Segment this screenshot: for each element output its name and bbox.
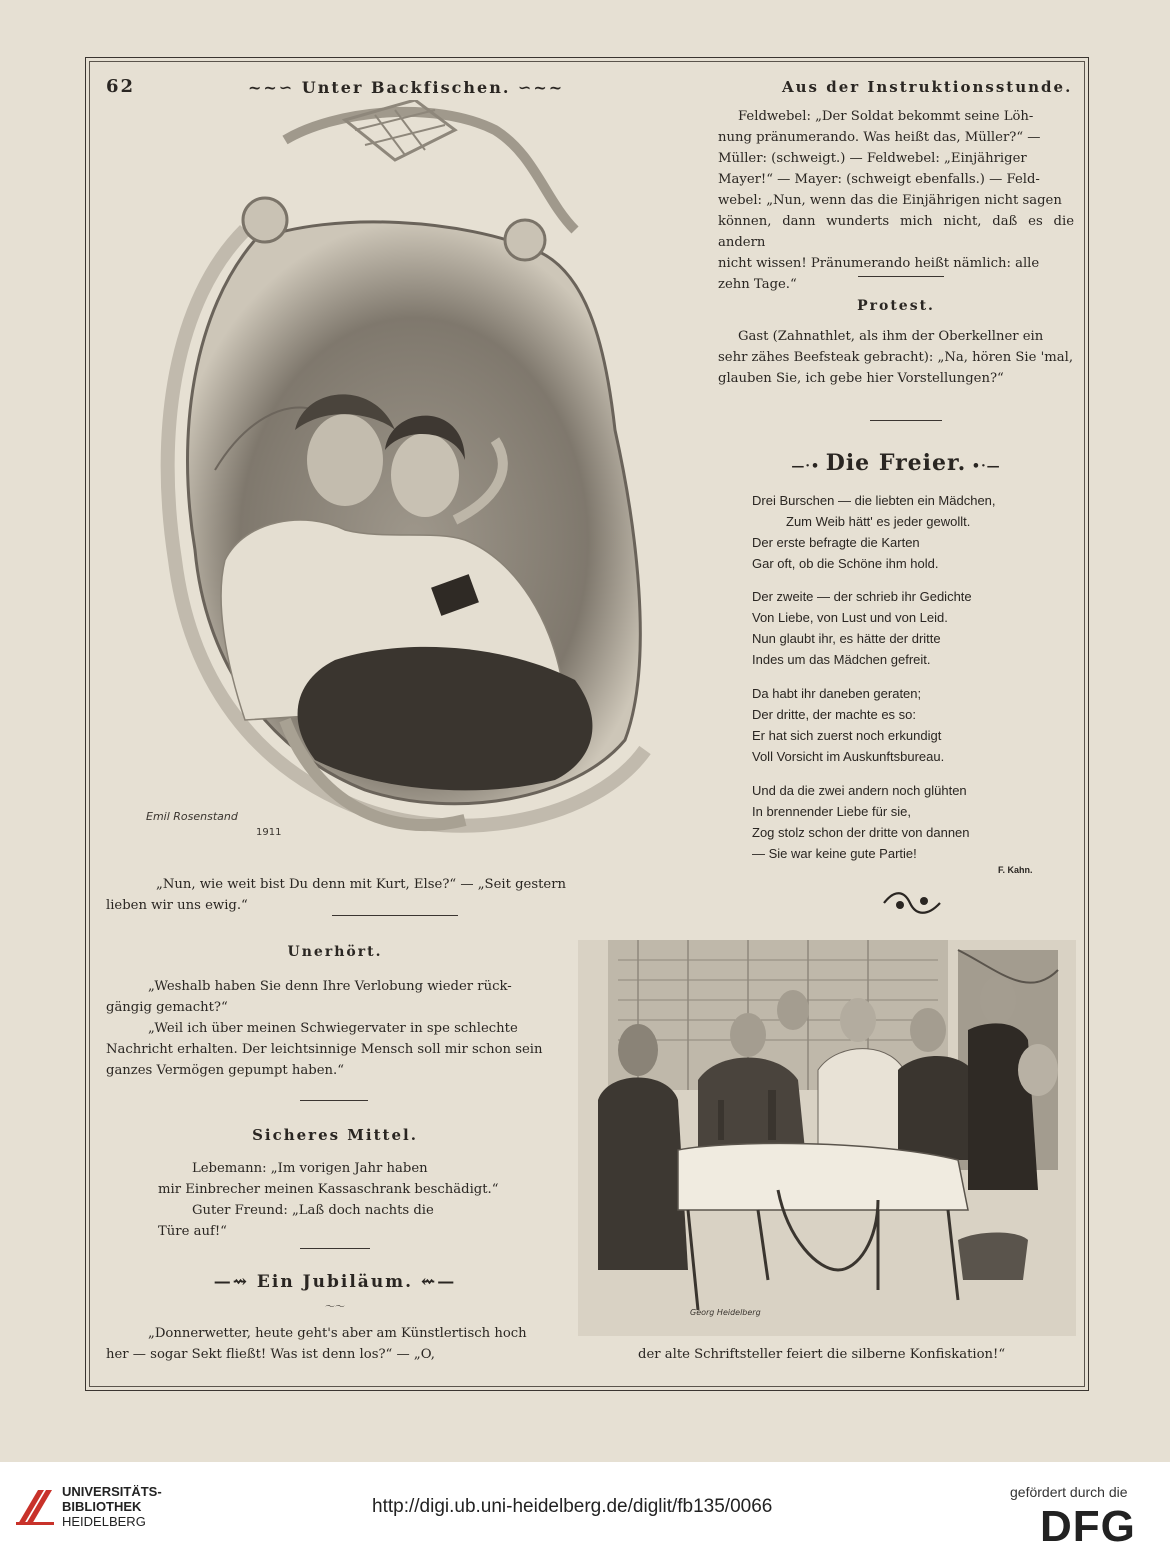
divider [300,1100,368,1101]
page-number: 62 [106,76,136,97]
poem-line: Der erste befragte die Karten [752,535,920,550]
poem-line: Indes um das Mädchen gefreit. [752,652,931,667]
text-line: Müller: (schweigt.) — Feldwebel: „Einjähriger [718,151,1027,166]
divider [300,1248,370,1249]
jubilaeum-continuation: der alte Schriftsteller feiert die silberne Konfiskation!“ [638,1347,1006,1362]
sicheres-title: Sicheres Mittel. [252,1126,418,1144]
poem-line: Zum Weib hätt' es jeder gewollt. [786,514,971,529]
unerhoert-title: Unerhört. [287,944,383,960]
poem-line: Voll Vorsicht im Auskunftsbureau. [752,749,945,764]
funded-by-label: gefördert durch die [1010,1484,1128,1500]
illustration-two-women [135,100,675,855]
text-line: Türe auf!“ [158,1224,227,1239]
text-line: zehn Tage.“ [718,277,797,292]
poem-line: Zog stolz schon der dritte von dannen [752,825,970,840]
ornament-left-icon: —·• [791,459,826,474]
text-line: nung pränumerando. Was heißt das, Müller?“ — [718,130,1041,145]
text-line: Lebemann: „Im vorigen Jahr haben [192,1161,428,1176]
divider [870,420,942,421]
poem-line: Nun glaubt ihr, es hätte der dritte [752,631,941,646]
unerhoert-text [106,976,564,1081]
library-name-line: HEIDELBERG [62,1514,146,1529]
ornament-right-icon: •·— [966,459,1001,474]
sicheres-text [158,1158,514,1242]
poem-line: Er hat sich zuerst noch erkundigt [752,728,942,743]
divider [332,915,458,916]
poem-stanza-1 [752,490,996,574]
text-line: glauben Sie, ich gebe hier Vorstellungen?“ [718,371,1004,386]
text-line: Nachricht erhalten. Der leichtsinnige Mensch soll mir schon sein [106,1042,543,1057]
protest-title: Protest. [857,298,935,314]
poem-line: Der zweite — der schrieb ihr Gedichte [752,589,972,604]
header-left: ~~∽ Unter Backfischen. ∽~~ [248,78,565,97]
text-line: gängig gemacht?“ [106,1000,228,1015]
squiggle-ornament-icon: 〜〜 [325,1302,345,1313]
caption-two-women [106,874,690,916]
library-name-line: UNIVERSITÄTS- [62,1484,162,1499]
artist-signature: Emil Rosenstand [146,810,238,823]
text-line: „Donnerwetter, heute geht's aber am Künstlertisch hoch [148,1326,527,1341]
poem-stanza-3 [752,683,944,767]
freier-title-row [718,450,1074,476]
text-line: Feldwebel: „Der Soldat bekommt seine Löh- [738,109,1034,124]
source-url-link[interactable]: http://digi.ub.uni-heidelberg.de/diglit/fb135/0066 [372,1496,773,1517]
header-right: Aus der Instruktionsstunde. [782,78,1073,96]
protest-text [718,326,1074,389]
artist-year: 1911 [256,827,282,838]
flourish-ornament-icon [880,890,944,920]
poem-author: F. Kahn. [998,865,1033,875]
text-line: können, dann wunderts mich nicht, daß es die andern [718,214,1074,250]
text-line: „Nun, wie weit bist Du denn mit Kurt, Else?“ — „Seit gestern [156,877,566,892]
poem-line: Der dritte, der machte es so: [752,707,917,722]
text-line: Mayer!“ — Mayer: (schweigt ebenfalls.) — Feld- [718,172,1040,187]
text-line: her — sogar Sekt fließt! Was ist denn los?“ — „O, [106,1347,435,1362]
dfg-logo: DFG [1040,1502,1136,1551]
library-name-line: BIBLIOTHEK [62,1499,142,1514]
text-line: lieben wir uns ewig.“ [106,898,248,913]
divider [858,276,944,277]
ornament-left-icon: ~~∽ [248,78,302,97]
library-logo-icon [14,1486,56,1532]
jubilaeum-title-row [106,1272,564,1292]
text-line: ganzes Vermögen gepumpt haben.“ [106,1063,344,1078]
jubilaeum-text [106,1323,564,1365]
poem-line: Von Liebe, von Lust und von Leid. [752,610,948,625]
jubilaeum-title: Ein Jubiläum. [256,1272,414,1292]
poem-line: Da habt ihr daneben geraten; [752,686,922,701]
text-line: webel: „Nun, wenn das die Einjährigen nicht sagen [718,193,1062,208]
library-name [62,1484,162,1529]
poem-line: Drei Burschen — die liebten ein Mädchen, [752,493,996,508]
text-line: sehr zähes Beefsteak gebracht): „Na, hören Sie 'mal, [718,350,1074,365]
poem-line: Und da die zwei andern noch glühten [752,783,967,798]
arrow-left-icon: ⇜— [413,1272,457,1292]
text-line: „Weil ich über meinen Schwiegervater in spe schlechte [148,1021,518,1036]
arrow-right-icon: —⇝ [213,1272,257,1292]
ornament-right-icon: ∽~~ [510,78,565,97]
poem-line: In brennender Liebe für sie, [752,804,911,819]
text-line: Guter Freund: „Laß doch nachts die [192,1203,434,1218]
text-line: „Weshalb haben Sie denn Ihre Verlobung wieder rück- [148,979,512,994]
poem-line: — Sie war keine gute Partie! [752,846,917,861]
text-line: nicht wissen! Pränumerando heißt nämlich: alle [718,256,1040,271]
instruktion-text [718,106,1074,295]
illustration-artists-table [578,940,1076,1336]
text-line: Gast (Zahnathlet, als ihm der Oberkellner ein [738,329,1044,344]
text-line: mir Einbrecher meinen Kassaschrank beschädigt.“ [158,1182,499,1197]
poem-line: Gar oft, ob die Schöne ihm hold. [752,556,939,571]
artist-signature: Georg Heidelberg [690,1308,761,1317]
poem-stanza-4 [752,780,970,864]
poem-stanza-2 [752,586,972,670]
freier-title: Die Freier. [825,450,967,476]
